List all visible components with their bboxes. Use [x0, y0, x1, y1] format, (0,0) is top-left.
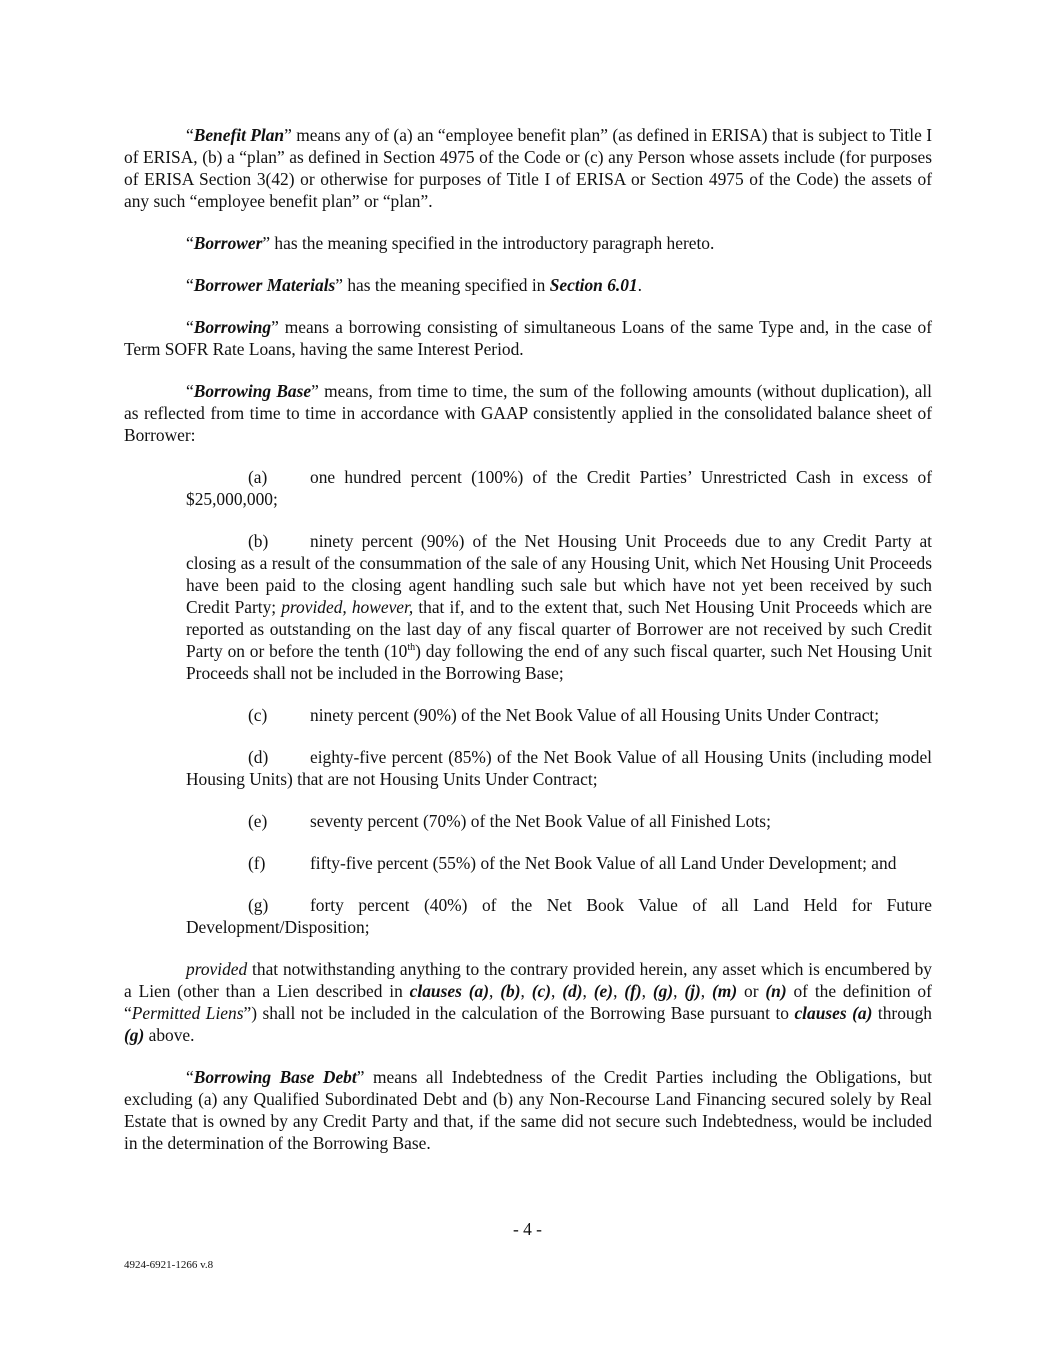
clause-label: (d)	[248, 747, 269, 767]
clause-label: (b)	[248, 531, 269, 551]
page-number: - 4 -	[513, 1219, 542, 1239]
definition-benefit-plan: “Benefit Plan” means any of (a) an “employee benefit plan” (as defined in ERISA) that is subject to Title I of ERISA, (b) a “plan” as defined in Section 4975 of the Code or (c) any Person whose assets include (for purposes of ERISA Section 3(42) or otherwise for purposes of Title I of ERISA or Section 4975 of the Code) the assets of any such “employee benefit plan” or “plan”.	[124, 125, 932, 211]
defined-term: Borrowing Base	[193, 381, 312, 401]
clause-f: (f) fifty-five percent (55%) of the Net Book Value of all Land Under Development; and	[248, 853, 897, 873]
document-id: 4924-6921-1266 v.8	[124, 1259, 214, 1271]
definition-borrowing-base: “Borrowing Base” means, from time to time, the sum of the following amounts (without duplication), all as reflected from time to time in accordance with GAAP consistently applied in the consolidated balance sheet of Borrower:	[124, 381, 933, 445]
clause-c: (c) ninety percent (90%) of the Net Book Value of all Housing Units Under Contract;	[248, 705, 880, 725]
clause-b: (b) ninety percent (90%) of the Net Housing Unit Proceeds due to any Credit Party at closing as a result of the consummation of the sale of any Housing Unit, which Net Housing Unit Proceeds have been paid to the closing agent handling such sale but which have not yet been received by such Credit Party; provided, however, that if, and to the extent that, such Net Housing Unit Proceeds which are reported as outstanding on the last day of any fiscal quarter of Borrower are not received by such Credit Party on or before the tenth (10th) day following the end of any such fiscal quarter, such Net Housing Unit Proceeds shall not be included in the Borrowing Base;	[186, 531, 932, 683]
defined-term: Borrowing	[193, 317, 272, 337]
section-reference: Section 6.01	[549, 275, 638, 295]
clause-a: (a) one hundred percent (100%) of the Credit Parties’ Unrestricted Cash in excess of $25,000,000;	[186, 467, 932, 509]
clause-g: (g) forty percent (40%) of the Net Book Value of all Land Held for Future Development/Disposition;	[186, 895, 932, 937]
defined-term: Borrower	[193, 233, 263, 253]
clause-label: (g)	[248, 895, 269, 915]
document-body	[124, 124, 932, 1174]
clause-label: (e)	[248, 811, 268, 831]
borrowing-base-proviso: provided that notwithstanding anything to the contrary provided herein, any asset which is encumbered by a Lien (other than a Lien described in clauses (a), (b), (c), (d), (e), (f), (g), (j), (m) or (n) of the definition of “Permitted Liens”) shall not be included in the calculation of the Borrowing Base pursuant to clauses (a) through (g) above.	[124, 959, 932, 1045]
clause-d: (d) eighty-five percent (85%) of the Net Book Value of all Housing Units (including model Housing Units) that are not Housing Units Under Contract;	[186, 747, 932, 789]
definition-borrowing: “Borrowing” means a borrowing consisting of simultaneous Loans of the same Type and, in the case of Term SOFR Rate Loans, having the same Interest Period.	[124, 317, 932, 359]
clause-label: (c)	[248, 705, 268, 725]
defined-term: Benefit Plan	[193, 125, 285, 145]
clause-e: (e) seventy percent (70%) of the Net Book Value of all Finished Lots;	[248, 811, 771, 831]
clause-label: (f)	[248, 853, 266, 873]
definition-borrower: “Borrower” has the meaning specified in the introductory paragraph hereto.	[186, 233, 715, 253]
definition-borrowing-base-debt: “Borrowing Base Debt” means all Indebtedness of the Credit Parties including the Obligations, but excluding (a) any Qualified Subordinated Debt and (b) any Non-Recourse Land Financing secured solely by Real Estate that is owned by any Credit Party and that, if the same did not secure such Indebtedness, would be included in the determination of the Borrowing Base.	[124, 1067, 932, 1153]
defined-term: Borrowing Base Debt	[193, 1067, 357, 1087]
definition-borrower-materials: “Borrower Materials” has the meaning specified in Section 6.01.	[186, 275, 642, 295]
clause-label: (a)	[248, 467, 268, 487]
defined-term: Borrower Materials	[193, 275, 336, 295]
